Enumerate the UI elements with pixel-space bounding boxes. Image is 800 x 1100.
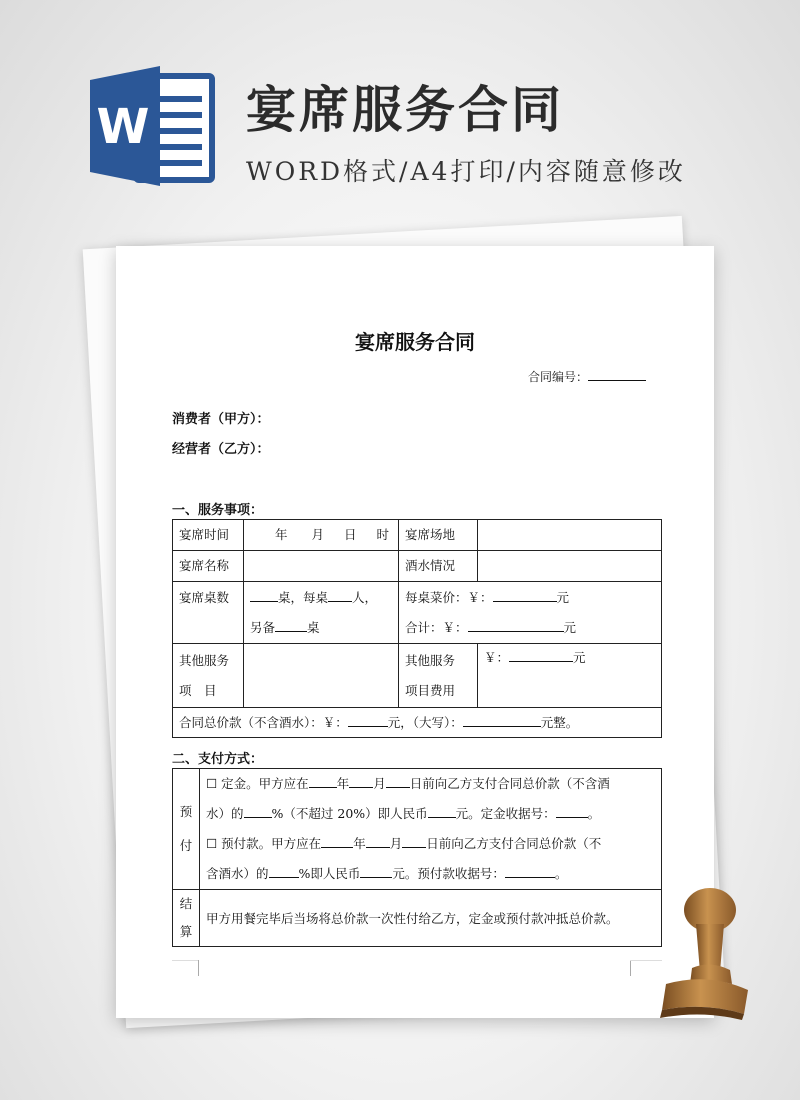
section1-heading: 一、服务事项： <box>172 503 264 518</box>
total-unit: 元 <box>563 619 577 635</box>
deposit-text-e: 水）的 <box>206 806 244 821</box>
total-price-end: 元整。 <box>540 714 579 730</box>
other-fee-value <box>478 644 662 708</box>
date-day: 日 <box>344 527 357 542</box>
deposit-text-h: 。 <box>587 806 601 821</box>
deposit-text-b: 年 <box>336 776 350 791</box>
total-blank <box>468 619 564 632</box>
date-hour: 时 <box>376 527 390 542</box>
deposit-text-a: ☐ 定金。甲方应在 <box>206 776 309 791</box>
other-fee-blank <box>509 649 573 662</box>
other-fee-unit: 元 <box>573 650 586 665</box>
other-service-label-line1: 其他服务 <box>179 652 230 668</box>
prepay-char1: 预 <box>179 804 193 819</box>
price-per-table-blank <box>493 589 557 602</box>
prepay-content <box>200 769 662 890</box>
document-sheet <box>116 246 714 1018</box>
page-subtitle: WORD格式/A4打印/内容随意修改 <box>246 157 686 186</box>
tables-label: 宴席桌数 <box>173 582 244 644</box>
settle-content: 甲方用餐完毕后当场将总价款一次性付给乙方，定金或预付款冲抵总价款。 <box>200 890 662 947</box>
advance-text-g: 元。预付款收据号： <box>392 866 505 881</box>
total-price-row <box>173 708 662 738</box>
date-month: 月 <box>311 527 324 542</box>
footer-tick-right <box>630 960 631 976</box>
price-cell <box>399 582 662 644</box>
deposit-text-f: %（不超过 20%）即人民币 <box>271 806 428 821</box>
contract-number-blank <box>588 370 646 381</box>
drinks-value <box>478 551 662 582</box>
total-price-blank <box>348 714 388 727</box>
banquet-time-label: 宴席时间 <box>173 520 244 551</box>
advance-text-f: %即人民币 <box>298 866 361 881</box>
banquet-name-label: 宴席名称 <box>173 551 244 582</box>
total-price-capital-blank <box>463 714 541 727</box>
spare-unit: 桌 <box>307 619 320 635</box>
tables-count-blank <box>250 589 278 602</box>
settle-char1: 结 <box>179 896 193 911</box>
tables-value <box>244 582 399 644</box>
prepay-char2: 付 <box>179 838 193 853</box>
tables-unit: 桌，每桌 <box>278 589 329 605</box>
other-fee-label-line1: 其他服务 <box>405 652 456 668</box>
service-table <box>172 519 662 738</box>
deposit-text-c: 月 <box>373 776 386 791</box>
word-logo-icon <box>90 66 216 186</box>
word-logo-letter: W <box>96 99 150 155</box>
contract-number-label: 合同编号： <box>528 370 589 384</box>
price-per-table-unit: 元 <box>556 589 570 605</box>
spare-count-blank <box>275 619 307 632</box>
other-fee-currency: ￥： <box>484 650 510 665</box>
date-year: 年 <box>274 527 288 542</box>
other-service-value <box>244 644 399 708</box>
other-fee-label <box>399 644 478 708</box>
banquet-name-value <box>244 551 399 582</box>
deposit-text-g: 元。定金收据号： <box>455 806 556 821</box>
venue-value <box>478 520 662 551</box>
people-unit: 人， <box>352 589 378 605</box>
advance-text-a: ☐ 预付款。甲方应在 <box>206 836 322 851</box>
price-per-table-label: 每桌菜价：￥： <box>405 589 493 605</box>
spare-label: 另备 <box>250 619 276 635</box>
section2-heading: 二、支付方式： <box>172 752 264 767</box>
venue-label: 宴席场地 <box>399 520 478 551</box>
advance-text-c: 月 <box>389 836 403 851</box>
advance-text-e: 含酒水）的 <box>206 866 269 881</box>
drinks-label: 酒水情况 <box>399 551 478 582</box>
total-price-label: 合同总价款（不含酒水）：￥： <box>179 714 348 730</box>
contract-number <box>528 368 646 385</box>
settle-label <box>173 890 200 947</box>
total-price-capital-label: 元，（大写）： <box>387 714 463 730</box>
party-b-label: 经营者（乙方）： <box>172 442 270 457</box>
banquet-time-value <box>244 520 399 551</box>
footer-tick-left <box>198 960 199 976</box>
document-title: 宴席服务合同 <box>355 330 475 354</box>
advance-text-h: 。 <box>554 866 568 881</box>
payment-table <box>172 768 662 947</box>
settle-char2: 算 <box>179 924 193 939</box>
party-a-label: 消费者（甲方）： <box>172 412 270 427</box>
deposit-text-d: 日前向乙方支付合同总价款（不含酒 <box>409 776 610 791</box>
prepay-label <box>173 769 200 890</box>
total-label: 合计：￥： <box>405 619 468 635</box>
other-fee-label-line2: 项目费用 <box>405 682 456 698</box>
advance-text-d: 日前向乙方支付合同总价款（不 <box>426 836 602 851</box>
advance-text-b: 年 <box>353 836 366 851</box>
rubber-stamp-icon <box>648 880 758 1030</box>
people-count-blank <box>328 589 352 602</box>
page-title: 宴席服务合同 <box>246 81 564 139</box>
footer-line-left <box>172 960 198 961</box>
other-service-label-line2: 项 目 <box>179 682 217 698</box>
other-service-label <box>173 644 244 708</box>
